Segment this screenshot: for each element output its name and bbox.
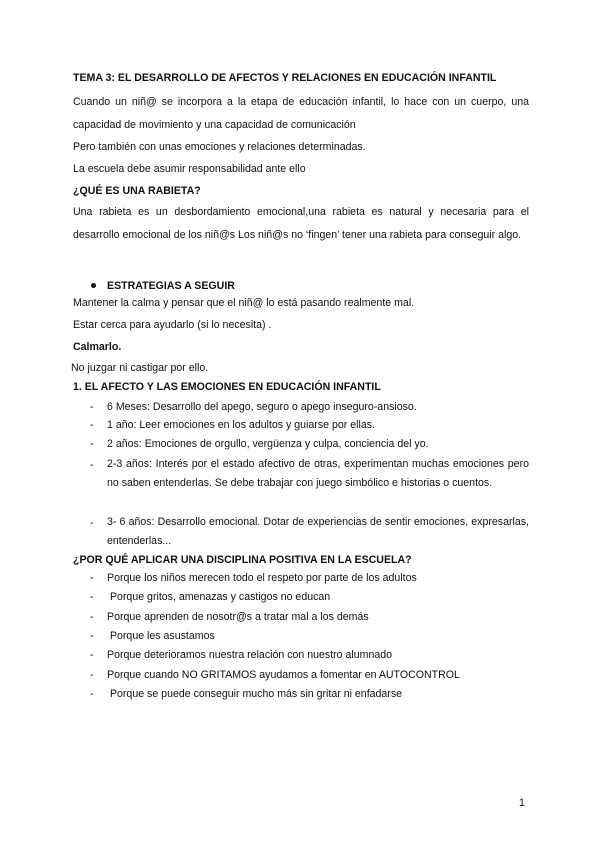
- dash-icon: -: [90, 572, 94, 584]
- list-item: Porque deterioramos nuestra relación con nuestro alumnado: [107, 649, 393, 661]
- list-item: Porque los niños merecen todo el respeto por parte de los adultos: [107, 572, 417, 584]
- bullet-icon: [91, 283, 96, 288]
- intro-paragraph-2: Pero también con unas emociones y relaciones determinadas.: [73, 141, 366, 153]
- list-item: 6 Meses: Desarrollo del apego, seguro o apego inseguro-ansioso.: [107, 401, 417, 413]
- dash-icon: -: [90, 611, 94, 623]
- dash-icon: -: [90, 591, 94, 603]
- dash-icon: -: [90, 401, 94, 413]
- strategy-item: Mantener la calma y pensar que el niñ@ lo está pasando realmente mal.: [73, 297, 415, 309]
- list-item: Porque cuando NO GRITAMOS ayudamos a fomentar en AUTOCONTROL: [107, 669, 460, 681]
- list-item: Porque gritos, amenazas y castigos no educan: [107, 591, 331, 603]
- strategy-item: No juzgar ni castigar por ello.: [71, 362, 209, 374]
- strategy-item: Calmarlo.: [73, 341, 122, 353]
- list-item: Porque les asustamos: [107, 630, 215, 642]
- dash-icon: -: [90, 419, 94, 431]
- dash-icon: -: [90, 669, 94, 681]
- dash-icon: -: [90, 517, 94, 529]
- list-item: Porque aprenden de nosotr@s a tratar mal a los demás: [107, 611, 369, 623]
- intro-paragraph-1: Cuando un niñ@ se incorpora a la etapa de educación infantil, lo hace con un cuerpo, una capacidad de movimiento y una capacidad de comunicación: [73, 96, 529, 131]
- dash-icon: -: [90, 649, 94, 661]
- list-item: 3- 6 años: Desarrollo emocional. Dotar de experiencias de sentir emociones, expresarlas, entenderlas...: [107, 516, 529, 547]
- list-item: Porque se puede conseguir mucho más sin gritar ni enfadarse: [107, 688, 403, 700]
- strategies-heading: ESTRATEGIAS A SEGUIR: [107, 280, 235, 292]
- rabieta-heading: ¿QUÉ ES UNA RABIETA?: [73, 185, 201, 197]
- page-number: 1: [519, 797, 525, 809]
- section2-heading: ¿POR QUÉ APLICAR UNA DISCIPLINA POSITIVA EN LA ESCUELA?: [73, 554, 412, 566]
- dash-icon: -: [90, 438, 94, 450]
- list-item: 2-3 años: Interés por el estado afectivo de otras, experimentan muchas emociones pero no saben entenderlas. Se debe trabajar con juego simbólico e historias o cuentos.: [107, 458, 529, 489]
- intro-paragraph-3: La escuela debe asumir responsabilidad ante ello: [73, 163, 306, 175]
- section1-heading: 1. EL AFECTO Y LAS EMOCIONES EN EDUCACIÓN INFANTIL: [73, 381, 381, 393]
- rabieta-paragraph: Una rabieta es un desbordamiento emocional,una rabieta es natural y necesaria para el desarrollo emocional de los niñ@s Los niñ@s no ‘fingen’ tener una rabieta para conseguir algo.: [73, 206, 529, 241]
- strategy-item: Estar cerca para ayudarlo (si lo necesita) .: [73, 319, 272, 331]
- dash-icon: -: [90, 459, 94, 471]
- document-title: TEMA 3: EL DESARROLLO DE AFECTOS Y RELACIONES EN EDUCACIÓN INFANTIL: [73, 72, 497, 84]
- dash-icon: -: [90, 688, 94, 700]
- list-item: 1 año: Leer emociones en los adultos y guiarse por ellas.: [107, 419, 375, 431]
- list-item: 2 años: Emociones de orgullo, vergüenza y culpa, conciencia del yo.: [107, 438, 429, 450]
- dash-icon: -: [90, 630, 94, 642]
